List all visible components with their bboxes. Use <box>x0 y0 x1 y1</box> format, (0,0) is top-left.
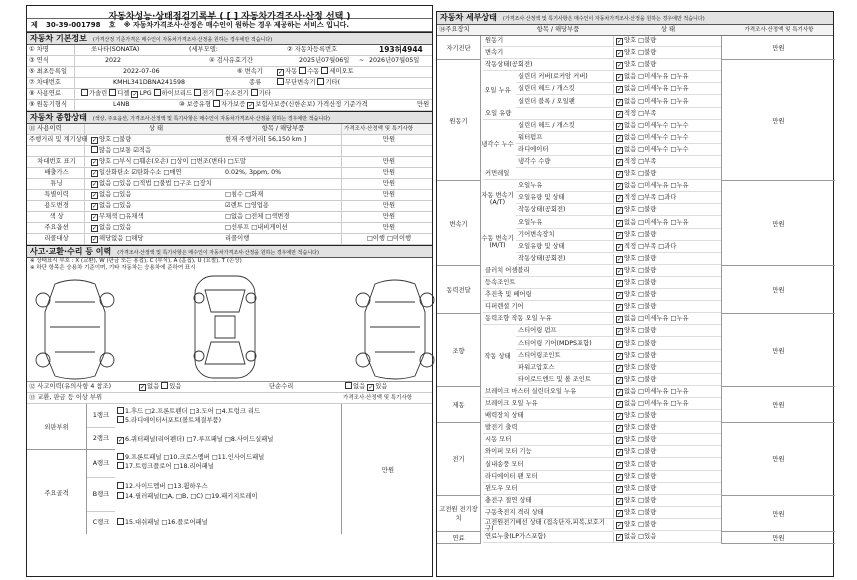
summary-header: 자동차 종합상태 (색상, 주요옵션, 가격조사·산정액 및 특기사항은 매수인이 자동차가격조사·산정을 원하는 경우에만 적습니다) <box>27 111 432 124</box>
detail-item: 변속기 <box>483 48 613 59</box>
detail-state: ✓ 양호 □불량 <box>613 230 721 241</box>
detail-state: ✓ 양호 □불량 <box>613 423 721 434</box>
detail-item: 냉각수 수량 <box>516 157 613 168</box>
detail-item: 실린더 블록 / 오일팬 <box>516 97 613 108</box>
detail-state: ✓ 양호 □불량 <box>613 302 721 313</box>
detail-state: ✓ 양호 □불량 <box>613 254 721 265</box>
first-registration: 2022-07-06 <box>123 68 160 75</box>
detail-category: 변속기 <box>437 181 481 266</box>
detail-item: 파워고압호스 <box>516 363 613 374</box>
detail-category: 제동 <box>437 387 481 423</box>
detail-item: 작동상태(공회전) <box>516 254 613 265</box>
detail-item: 오일누유 <box>516 181 613 192</box>
detail-item: 오일 유량 <box>483 109 613 120</box>
detail-item: 실린더 커버(로커암 커버) <box>516 72 613 83</box>
row-first-reg: ⑤ 최초등록일 2022-07-06 ⑥ 변속기 ✓ 자동 수동 세미오토 <box>27 67 432 78</box>
detail-item: 충전구 절연 상태 <box>483 496 613 507</box>
summary-row: 용도변경 ✓ 없음 □있음 ☑렌트 □영업용 만원 <box>27 201 432 212</box>
detail-item: 클러치 어셈블리 <box>483 266 613 277</box>
detail-item: 라디에이터 <box>516 145 613 156</box>
detail-state: ✓ 없음 □미세누유 □누유 <box>613 97 721 108</box>
document-number: 30-39-001798 <box>46 21 101 29</box>
detail-category: 동력전달 <box>437 266 481 314</box>
detail-table <box>437 36 833 564</box>
summary-row: 주행거리 및 계기상태 ✓ 양호 □불량 현재 주행거리[ 56,150 km ] 만원 <box>27 135 432 146</box>
detail-state: ✓ 양호 □불량 <box>613 508 721 519</box>
detail-state: ✓ 양호 □불량 <box>613 460 721 471</box>
detail-item: 시동 모터 <box>483 435 613 446</box>
detail-item: 발전기 출력 <box>483 423 613 434</box>
detail-state: ✓ 양호 □불량 <box>613 375 721 386</box>
detail-price-cell: 만원 <box>721 314 835 387</box>
detail-price-cell: 만원 <box>721 532 835 544</box>
vin: KMHL341DBNA241598 <box>113 79 186 86</box>
detail-category: 조향 <box>437 314 481 387</box>
detail-item: 스티어링 기어(MDPS포함) <box>516 339 613 350</box>
summary-rows <box>27 135 432 245</box>
detail-item: 작동상태(공회전) <box>483 60 613 71</box>
detail-price-cell: 만원 <box>721 60 835 181</box>
detail-state: ✓ 양호 □불량 <box>613 60 721 71</box>
summary-row: 튜닝 ✓ 없음 □있음 □적법 □불법 □구조 □장치 만원 <box>27 179 432 190</box>
detail-item: 실내송풍 모터 <box>483 460 613 471</box>
detail-state: ✓ 없음 □미세누수 □누수 <box>613 121 721 132</box>
car-name: 쏘나타(SONATA) <box>91 46 140 53</box>
detail-price-cell: 만원 <box>721 181 835 266</box>
row-fuel: ⑧ 사용연료 가솔린 디젤 ✓ LPG 하이브리드 전기 수소전기 기타 <box>27 89 432 100</box>
vehicle-note: ※ 하단 항목은 승용차 기준이며, 기타 자동차는 승용차에 준하여 표시 <box>30 265 196 271</box>
status-legend: ※ 상태표시 부호 : X (교환), W (판금 또는 용접), C (부식), A (흠집), U (요철), T (손상) <box>30 258 242 264</box>
detail-table-head: ⑭주요장치 항목 / 해당부품 상 태 가격조사·산정액 및 특기사항 <box>437 25 833 36</box>
summary-row: 차대번호 표기 ✓ 양호 □부식 □훼손(오손) □상이 □변조(변타) □도말 만원 <box>27 157 432 168</box>
basic-info-header: 자동차 기본정보 (가격산정 기준가격은 매수인이 자동차가격조사·산정을 원하는 경우에만 적습니다) <box>27 32 432 45</box>
detail-item: 기어변속장치 <box>516 230 613 241</box>
summary-row: 많음 □보통 ☑적음 <box>27 146 432 157</box>
detail-state: ✓ 양호 □불량 <box>613 36 721 47</box>
detail-state: ✓ 없음 □미세누유 □누유 <box>613 72 721 83</box>
detail-item: 워터펌프 <box>516 133 613 144</box>
detail-state: ✓ 없음 □미세누유 □누유 <box>613 84 721 95</box>
detail-price-cell: 만원 <box>721 387 835 423</box>
detail-category: 고전원 전기장치 <box>437 496 481 532</box>
detail-item: 원동기 <box>483 36 613 47</box>
detail-category: 연료 <box>437 532 481 544</box>
car-outline-diagram <box>27 272 432 382</box>
right-panel <box>436 11 834 577</box>
detail-state: ✓ 적정 □부족 <box>613 157 721 168</box>
detail-item: 와이퍼 모터 기능 <box>483 447 613 458</box>
detail-state: ✓ 양호 □불량 <box>613 169 721 180</box>
detail-state: ✓ 양호 □불량 <box>613 205 721 216</box>
row-year: ③ 연식 2022 ④ 검사유효기간 2025년07월06일 ~ 2026년07월05일 <box>27 56 432 67</box>
car-diagrams <box>27 272 432 382</box>
detail-item: 브레이크 오일 누유 <box>483 399 613 410</box>
detail-item: 디퍼렌셜 기어 <box>483 302 613 313</box>
engine-type: L4NB <box>113 101 130 108</box>
detail-item: 브레이크 마스터 실린더오일 누유 <box>483 387 613 398</box>
detail-state: ✓ 양호 □불량 <box>613 48 721 59</box>
detail-item: 스티어링조인트 <box>516 351 613 362</box>
row-vin: ⑦ 차대번호 KMHL341DBNA241598 종류 무단변속기 기타( <box>27 78 432 89</box>
detail-price-cell: 만원 <box>721 36 835 60</box>
detail-item: 오일누유 <box>516 218 613 229</box>
detail-state: ✓ 없음 □미세누유 □누유 <box>613 218 721 229</box>
detail-item: 오일유량 및 상태 <box>516 193 613 204</box>
accident-history-row: ⑫ 사고이력(유의사항 4 참조) ✓ 없음 있음 단순수리 없음 ✓ 있음 <box>27 382 432 393</box>
detail-state: ✓ 없음 □있음 <box>613 532 721 543</box>
detail-category: 전기 <box>437 423 481 496</box>
detail-state: ✓ 양호 □불량 <box>613 496 721 507</box>
detail-item: 커먼레일 <box>483 169 613 180</box>
accident-header: 사고·교환·수리 등 이력 (가격조사·산정액 및 특기사항은 매수인이 자동차가격조사·산정을 원하는 경우에만 적습니다) <box>27 245 432 258</box>
detail-state: ✓ 양호 □불량 <box>613 363 721 374</box>
detail-subcategory: 냉각수 누수 <box>481 141 514 149</box>
detail-state: ✓ 양호 □불량 <box>613 339 721 350</box>
detail-price-cell: 만원 <box>721 266 835 314</box>
detail-state: ✓ 적정 □부족 <box>613 109 721 120</box>
detail-item: 오일유량 및 상태 <box>516 242 613 253</box>
detail-item: 추진축 및 베어링 <box>483 290 613 301</box>
detail-state: ✓ 없음 □미세누유 □누유 <box>613 181 721 192</box>
detail-item: 작동상태(공회전) <box>516 205 613 216</box>
detail-item: 스티어링 펌프 <box>516 326 613 337</box>
detail-subcategory: 작동 상태 <box>484 353 511 361</box>
document-title: 자동차성능·상태점검기록부 ( [ ] 자동차가격조사·산정 선택 ) <box>27 6 432 19</box>
summary-row: 특별이력 ✓ 없음 □있음 □침수 □화재 만원 <box>27 190 432 201</box>
model-year: 2022 <box>105 57 122 64</box>
left-panel <box>26 5 433 577</box>
detail-subcategory: 오일 누유 <box>484 86 511 94</box>
summary-row: 리콜대상 ✓ 해당없음 □해당 리콜이행 □이행 □미이행 <box>27 234 432 245</box>
detail-state: ✓ 양호 □불량 <box>613 290 721 301</box>
detail-item: 동력조향 작동 오일 누유 <box>483 314 613 325</box>
detail-state: ✓ 없음 □미세누수 □누수 <box>613 133 721 144</box>
plate-number: 193허4944 <box>379 45 423 54</box>
summary-table-head: ⑪ 사용이력 상 태 항목 / 해당부품 가격조사·산정액 및 특기사항 <box>27 124 432 135</box>
summary-row: 배출가스 ✓ 일산화탄소 ☑탄화수소 □매연 0.02%, 3ppm, 0% 만원 <box>27 168 432 179</box>
detail-state: ✓ 없음 □미세누유 □누유 <box>613 387 721 398</box>
detail-subcategory: 자동 변속기 (A/T) <box>481 192 514 207</box>
detail-item: 라디에이터 팬 모터 <box>483 472 613 483</box>
detail-item: 배력장치 상태 <box>483 411 613 422</box>
summary-row: 주요옵션 ✓ 없음 □있음 □선루프 □내비게이션 만원 <box>27 223 432 234</box>
detail-state: ✓ 양호 □불량 <box>613 326 721 337</box>
detail-item: 등속조인트 <box>483 278 613 289</box>
detail-item: 윈도우 모터 <box>483 484 613 495</box>
detail-item: 구동축전지 격리 상태 <box>483 508 613 519</box>
detail-state: ✓ 적정 □부족 □과다 <box>613 242 721 253</box>
detail-state: ✓ 양호 □불량 <box>613 266 721 277</box>
service-notice: ※ 자동차가격조사·산정은 매수인이 원하는 경우 제공하는 서비스 입니다. <box>123 21 350 29</box>
detail-state: ✓ 없음 □미세누수 □누수 <box>613 145 721 156</box>
detail-subcategory: 수동 변속기 (M/T) <box>481 234 514 249</box>
detail-state: ✓ 없음 □미세누유 □누유 <box>613 314 721 325</box>
detail-state: ✓ 양호 □불량 <box>613 520 721 531</box>
detail-state: ✓ 양호 □불량 <box>613 472 721 483</box>
swap-head-row: ⑬ 교환, 판금 등 이상 부위 가격조사·산정액 및 특기사항 <box>27 393 432 404</box>
detail-state: ✓ 양호 □불량 <box>613 278 721 289</box>
detail-price-cell: 만원 <box>721 423 835 496</box>
detail-state: ✓ 양호 □불량 <box>613 447 721 458</box>
summary-row: 색 상 ✓ 무채색 □유채색 □없음 □전체 □색변경 만원 <box>27 212 432 223</box>
detail-item: 실린더 헤드 / 개스킷 <box>516 121 613 132</box>
detail-state: ✓ 없음 □미세누유 □누유 <box>613 399 721 410</box>
detail-state: ✓ 양호 □불량 <box>613 484 721 495</box>
detail-category: 자기진단 <box>437 36 481 60</box>
detail-state: ✓ 양호 □불량 <box>613 435 721 446</box>
detail-price-cell: 만원 <box>721 496 835 532</box>
detail-item: 실린더 헤드 / 개스킷 <box>516 84 613 95</box>
detail-state: ✓ 양호 □불량 <box>613 351 721 362</box>
document-number-row: 제 30-39-001798 호 ※ 자동차가격조사·산정은 매수인이 원하는 경우 제공하는 서비스 입니다. <box>27 19 432 32</box>
detail-item: 타이로드엔드 및 볼 조인트 <box>516 375 613 386</box>
swap-table: 외판부위 주요골격 1랭크 1.후드 □2.프론트펜더 □3.도어 □4.트렁크 리드 5.라디에이터서포트(볼트체결부품) 2랭크 ✓ 6.쿼터패널(리어펜더) □7.루프패널 □8.사이드실패널 A랭크 9.프론트패널 □10.크로스멤버 □11.인사이드패널 17.트렁크플로어 □18.리어패널 B랭크 12.사이드멤버 □13.휠하우스 14.필러패널(□A, □B, □C) □19.패키지트레이 C랭크 15.대쉬패널 □16.플로어패널 만원 <box>27 404 432 534</box>
detail-item: 연료누출(LP가스포함) <box>483 532 613 543</box>
detail-category: 원동기 <box>437 60 481 181</box>
row-car-name: ① 차명 쏘나타(SONATA) (세부모델: ② 자동차등록번호 193허4944 <box>27 45 432 56</box>
detail-state: ✓ 적정 □부족 □과다 <box>613 193 721 204</box>
detail-state: ✓ 양호 □불량 <box>613 411 721 422</box>
detail-item: 고전원전기배선 상태 (접속단자,피복,보호기구) <box>483 520 613 532</box>
detail-header: 자동차 세부상태 (가격조사·산정액 및 특기사항은 매수인이 자동차가격조사·산정을 원하는 경우에만 적습니다) <box>437 12 833 25</box>
row-engine: ⑨ 원동기형식 L4NB ⑩ 보증유형 자가보증 ✓ 보험사보증(신한손보) 가격산정 기준가격 만원 <box>27 100 432 111</box>
